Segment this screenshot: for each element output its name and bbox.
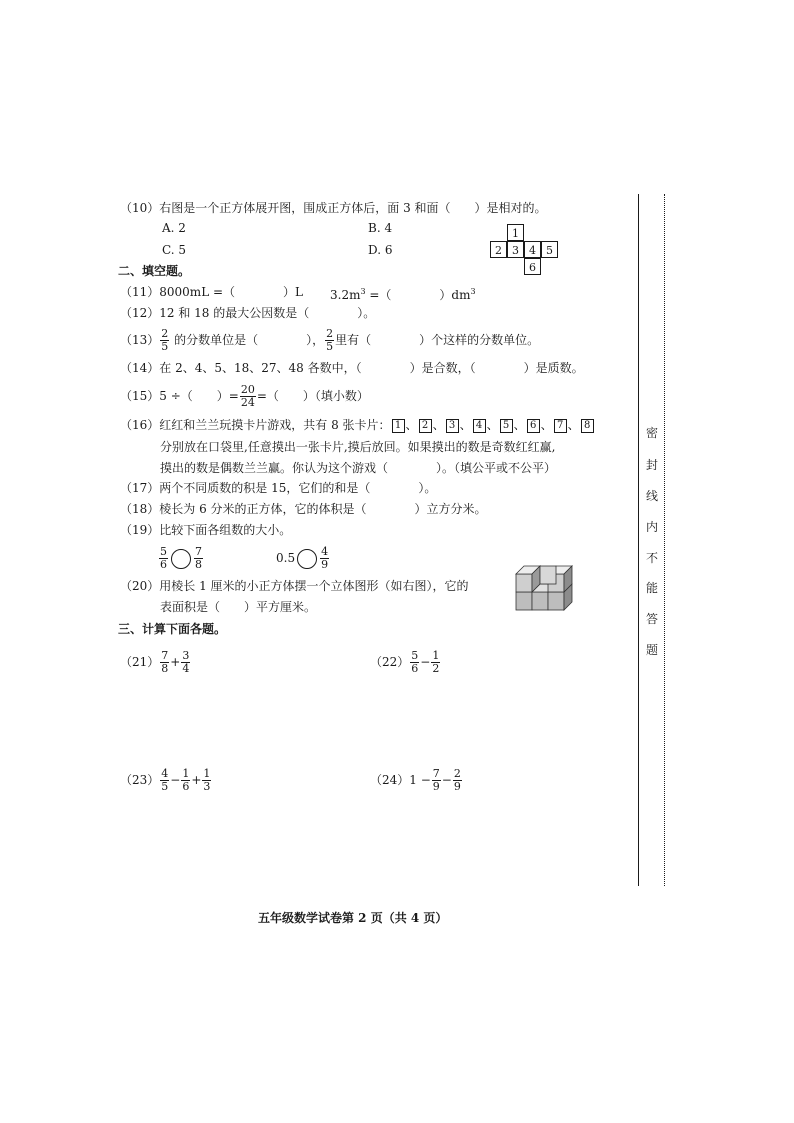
q11-b-exp2: 3 xyxy=(470,287,476,296)
q11-b xyxy=(330,285,476,302)
card-4: 4 xyxy=(473,419,486,433)
q15-fraction xyxy=(240,384,256,409)
q16-line3: 摸出的数是偶数兰兰赢。你认为这个游戏（ ）。（填公平或不公平） xyxy=(160,461,557,475)
q13-frac1-den: 5 xyxy=(161,340,169,353)
q13-fraction-2 xyxy=(325,328,334,353)
section-fill-blank-heading: 二、填空题。 xyxy=(118,264,191,278)
q22-n2: 1 xyxy=(432,649,440,662)
q23-n1: 4 xyxy=(161,767,169,780)
cube-stack-figure xyxy=(512,562,580,614)
q15-den: 24 xyxy=(240,396,255,409)
q21-n2: 3 xyxy=(182,649,190,662)
q19-c2-right xyxy=(320,546,329,571)
compare-circle-1[interactable] xyxy=(171,549,191,569)
q24-op: − xyxy=(441,773,452,787)
q23-op2: + xyxy=(191,773,202,787)
q13-frac2-num: 2 xyxy=(326,327,334,340)
q21-n1: 7 xyxy=(161,649,169,662)
seal-char-4: 内 xyxy=(645,520,658,534)
q18-text: （18）棱长为 6 分米的正方体，它的体积是（ ）立方分米。 xyxy=(120,502,487,516)
q11-b-value: 3.2m xyxy=(330,288,361,302)
q11-b-rest: =（ ）dm xyxy=(365,288,471,302)
q14-text: （14）在 2、4、5、18、27、48 各数中，（ ）是合数，（ ）是质数。 xyxy=(120,361,584,375)
q22-d2: 2 xyxy=(432,662,440,675)
q13-line xyxy=(120,328,539,353)
q15-pre: （15）5 ÷（ ）= xyxy=(120,389,239,403)
q23-n3: 1 xyxy=(203,767,211,780)
q19-c2-right-num: 4 xyxy=(321,545,329,558)
q19-c1-right-num: 7 xyxy=(195,545,202,558)
q19-compare-1 xyxy=(158,546,204,571)
q19-c2-left: 0.5 xyxy=(276,551,296,565)
q19-text: （19）比较下面各组数的大小。 xyxy=(120,523,292,537)
q19-c1-left xyxy=(159,546,168,571)
q24-d2: 9 xyxy=(453,780,461,793)
q15-num: 20 xyxy=(240,383,255,396)
q21-d2: 4 xyxy=(182,662,190,675)
q22 xyxy=(370,650,441,675)
q17-text: （17）两个不同质数的积是 15，它们的和是（ ）。 xyxy=(120,481,437,495)
card-6: 6 xyxy=(527,419,540,433)
seal-char-3: 线 xyxy=(645,489,658,503)
q19-c1-left-den: 6 xyxy=(160,558,167,571)
q21 xyxy=(120,650,191,675)
net-face-1: 1 xyxy=(507,224,524,241)
q21-frac-1 xyxy=(160,650,169,675)
q10-option-d: D. 6 xyxy=(368,243,393,257)
q24-pre: 1 − xyxy=(409,773,431,787)
q10-option-b: B. 4 xyxy=(368,221,393,235)
q23-op1: − xyxy=(170,773,181,787)
card-5: 5 xyxy=(500,419,513,433)
q22-n1: 5 xyxy=(411,649,419,662)
q23-label: （23） xyxy=(120,773,160,787)
net-face-3: 3 xyxy=(507,241,524,258)
q15-post: =（ ）（填小数） xyxy=(256,389,369,403)
card-3: 3 xyxy=(446,419,459,433)
q19-c1-right-den: 8 xyxy=(195,558,202,571)
page-footer: 五年级数学试卷第 2 页（共 4 页） xyxy=(258,911,448,925)
q10-option-c: C. 5 xyxy=(162,243,187,257)
q20-line1: （20）用棱长 1 厘米的小正方体摆一个立体图形（如右图），它的 xyxy=(120,579,469,593)
q24-n1: 7 xyxy=(432,767,440,780)
q19-c2-right-den: 9 xyxy=(321,558,329,571)
q10-option-a: A. 2 xyxy=(162,221,186,235)
q24-n2: 2 xyxy=(453,767,461,780)
q23-frac-3 xyxy=(202,768,211,793)
q23-d1: 5 xyxy=(161,780,169,793)
net-face-6: 6 xyxy=(524,258,541,275)
q22-label: （22） xyxy=(370,655,410,669)
q24-d1: 9 xyxy=(432,780,440,793)
card-7: 7 xyxy=(554,419,567,433)
q24-frac-2 xyxy=(453,768,462,793)
net-face-4: 4 xyxy=(524,241,541,258)
seal-char-1: 密 xyxy=(645,426,658,440)
compare-circle-2[interactable] xyxy=(297,549,317,569)
q23-d3: 3 xyxy=(203,780,211,793)
net-face-2: 2 xyxy=(490,241,507,258)
q16-pre: （16）红红和兰兰玩摸卡片游戏，共有 8 张卡片： xyxy=(120,418,391,432)
q16-line1: （16）红红和兰兰玩摸卡片游戏，共有 8 张卡片： 1 、 2 、 3 、 4 、 5 、 6 、 7 、 8 xyxy=(120,418,595,433)
q19-c1-left-num: 5 xyxy=(160,545,167,558)
seal-char-5: 不 xyxy=(645,551,658,565)
q12-text: （12）12 和 18 的最大公因数是（ ）。 xyxy=(120,306,376,320)
q24 xyxy=(370,768,463,793)
q22-frac-1 xyxy=(410,650,419,675)
q23 xyxy=(120,768,212,793)
card-8: 8 xyxy=(581,419,594,433)
q23-d2: 6 xyxy=(182,780,190,793)
q24-frac-1 xyxy=(432,768,441,793)
q16-line2: 分别放在口袋里,任意摸出一张卡片,摸后放回。如果摸出的数是奇数红红赢, xyxy=(160,440,556,454)
q20-line2: 表面积是（ ）平方厘米。 xyxy=(160,600,317,614)
seal-dotted-line xyxy=(664,194,665,886)
q11-a: （11）8000mL =（ ）L xyxy=(120,285,303,299)
q21-d1: 8 xyxy=(161,662,169,675)
q13-frac2-den: 5 xyxy=(326,340,334,353)
q23-frac-1 xyxy=(160,768,169,793)
q23-frac-2 xyxy=(181,768,190,793)
q13-frac1-num: 2 xyxy=(161,327,169,340)
q13-fraction-1 xyxy=(160,328,169,353)
q13-label: （13） xyxy=(120,333,160,347)
seal-char-8: 题 xyxy=(645,643,658,657)
q22-frac-2 xyxy=(431,650,440,675)
q21-op: + xyxy=(170,655,181,669)
net-face-5: 5 xyxy=(541,241,558,258)
section-calc-heading: 三、计算下面各题。 xyxy=(118,622,227,636)
q15-line xyxy=(120,384,369,409)
q19-compare-2 xyxy=(276,546,330,571)
q21-frac-2 xyxy=(181,650,190,675)
seal-solid-line xyxy=(638,194,639,886)
q13-mid: 的分数单位是（ ）， xyxy=(170,333,325,347)
q23-n2: 1 xyxy=(182,767,190,780)
q21-label: （21） xyxy=(120,655,160,669)
card-2: 2 xyxy=(419,419,432,433)
q11-b-exp: 3 xyxy=(360,287,366,296)
q22-d1: 6 xyxy=(411,662,419,675)
seal-char-7: 答 xyxy=(645,612,658,626)
card-1: 1 xyxy=(392,419,405,433)
seal-char-2: 封 xyxy=(645,458,658,472)
q22-op: − xyxy=(420,655,431,669)
q10-text: （10）右图是一个正方体展开图，围成正方体后，面 3 和面（ ）是相对的。 xyxy=(120,201,547,215)
seal-char-6: 能 xyxy=(645,581,658,595)
q24-label: （24） xyxy=(370,773,410,787)
q13-post: 里有（ ）个这样的分数单位。 xyxy=(335,333,540,347)
q19-c1-right xyxy=(194,546,203,571)
